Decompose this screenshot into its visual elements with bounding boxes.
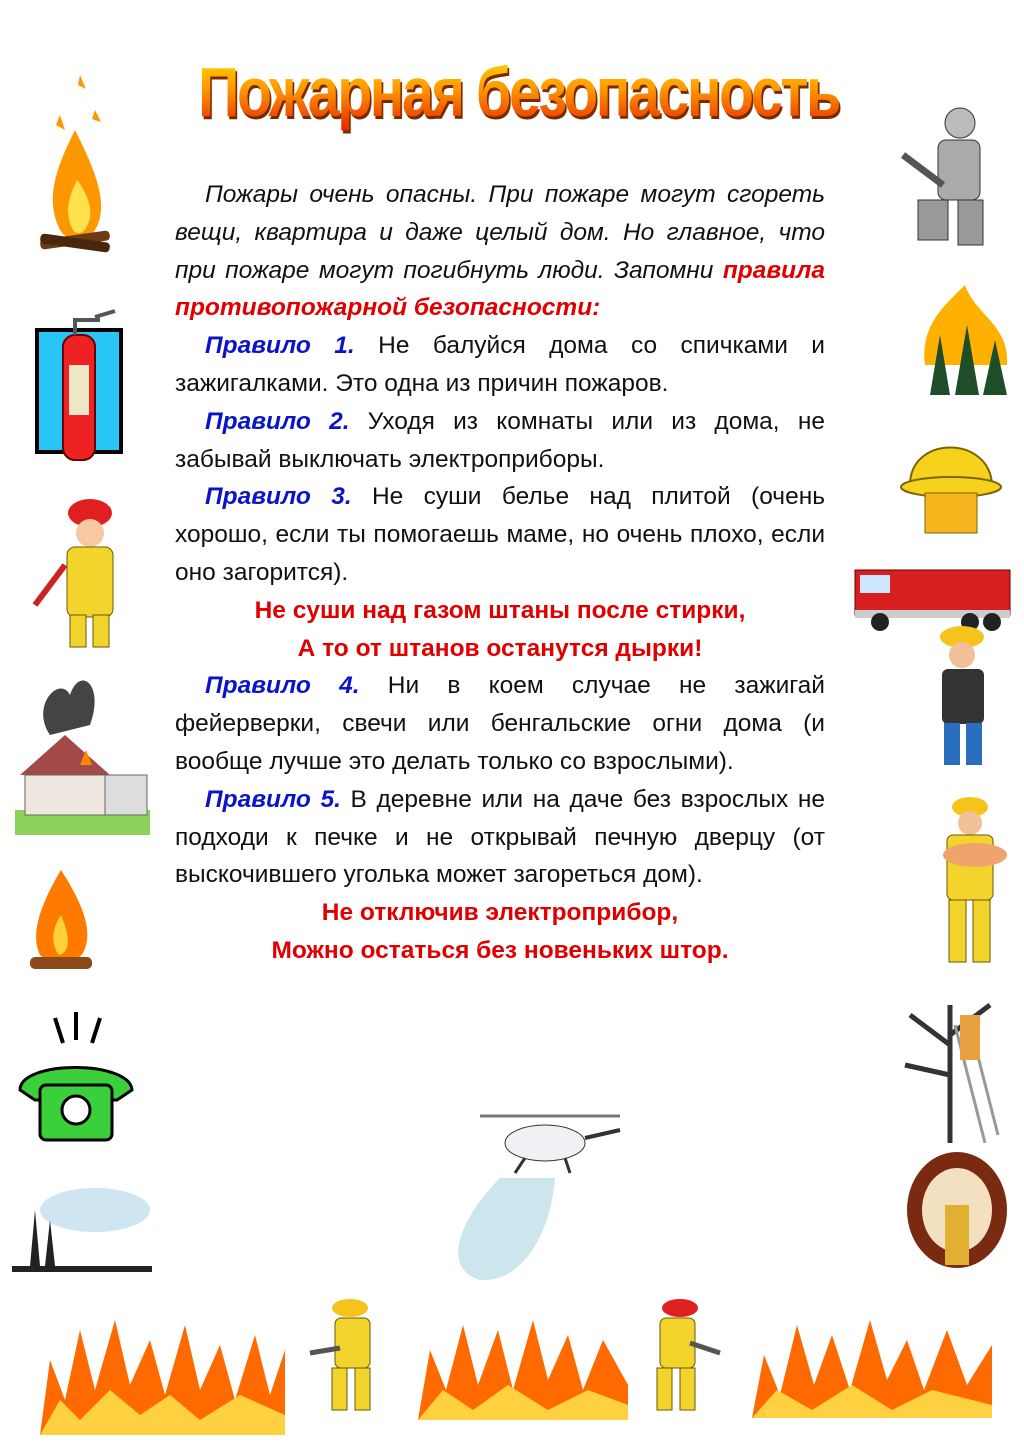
flames-right-icon bbox=[752, 1310, 992, 1418]
fire-truck-icon bbox=[850, 560, 1015, 632]
kneeling-firefighter-icon bbox=[898, 105, 998, 253]
firefighter-in-fire-icon bbox=[905, 1150, 1010, 1280]
campfire-flame-icon bbox=[35, 70, 115, 265]
rule-label: Правило 5. bbox=[205, 785, 341, 813]
rule-3 bbox=[175, 478, 825, 591]
firefighter-helmet-icon bbox=[900, 425, 1002, 537]
intro-paragraph bbox=[175, 176, 825, 327]
page-title: Пожарная безопасность bbox=[170, 52, 867, 132]
rule-text: Не суши белье над плитой (очень хорошо, если ты помогаешь маме, но очень плохо, если оно загорится). bbox=[175, 483, 825, 586]
intro-highlight: правила противопожарной безопасности: bbox=[175, 256, 825, 322]
firefighter-icon bbox=[25, 495, 160, 655]
rhyme-1-line-2: А то от штанов останутся дырки! bbox=[297, 634, 703, 662]
rescuing-firefighter-icon bbox=[925, 795, 1017, 970]
forest-smoke-icon bbox=[10, 1180, 152, 1278]
burning-forest-icon bbox=[915, 285, 1015, 400]
fire-extinguisher-icon bbox=[35, 305, 123, 463]
rhyme-1-line-1: Не суши над газом штаны после стирки, bbox=[254, 596, 746, 624]
rule-label: Правило 3. bbox=[205, 483, 352, 511]
rule-text: Ни в коем случае не зажигай фейерверки, свечи или бенгальские огни дома (и вообще лучше это делать только со взрослыми). bbox=[175, 672, 825, 775]
flames-left-icon bbox=[40, 1310, 285, 1435]
flames-center-icon bbox=[418, 1310, 628, 1420]
rule-1 bbox=[175, 327, 825, 403]
rule-text: Уходя из комнаты или из дома, не забывай выключать электроприборы. bbox=[175, 407, 825, 473]
rule-label: Правило 2. bbox=[205, 407, 350, 435]
firefighter-spraying-right-icon bbox=[625, 1298, 725, 1416]
rule-label: Правило 4. bbox=[205, 672, 360, 700]
firefighter-spraying-left-icon bbox=[300, 1298, 400, 1416]
main-text bbox=[175, 176, 825, 970]
rule-4 bbox=[175, 667, 825, 780]
burning-house-icon bbox=[10, 665, 152, 835]
phone-icon bbox=[10, 1010, 142, 1142]
rule-text: Не балуйся дома со спичками и зажигалками. Это одна из причин пожаров. bbox=[175, 332, 825, 397]
tree-rescue-icon bbox=[890, 985, 1000, 1143]
rule-2 bbox=[175, 403, 825, 479]
intro-text: Пожары очень опасны. При пожаре могут сгореть вещи, квартира и даже целый дом. Но главное, что при пожаре могут погибнуть люди. Запомни bbox=[175, 181, 825, 284]
firefighting-helicopter-icon bbox=[440, 1108, 625, 1283]
rhyme-2-line-2: Можно остаться без новеньких штор. bbox=[271, 936, 729, 964]
firefighter-with-hose-icon bbox=[920, 625, 998, 773]
rule-text: В деревне или на даче без взрослых не подходи к печке и не открывай печную дверцу (от выскочившего уголька может загореться дом). bbox=[175, 785, 825, 889]
rule-5 bbox=[175, 781, 825, 894]
rule-label: Правило 1. bbox=[205, 332, 355, 360]
rhyme-2-line-1: Не отключив электроприбор, bbox=[321, 899, 679, 927]
bonfire-icon bbox=[25, 865, 97, 977]
